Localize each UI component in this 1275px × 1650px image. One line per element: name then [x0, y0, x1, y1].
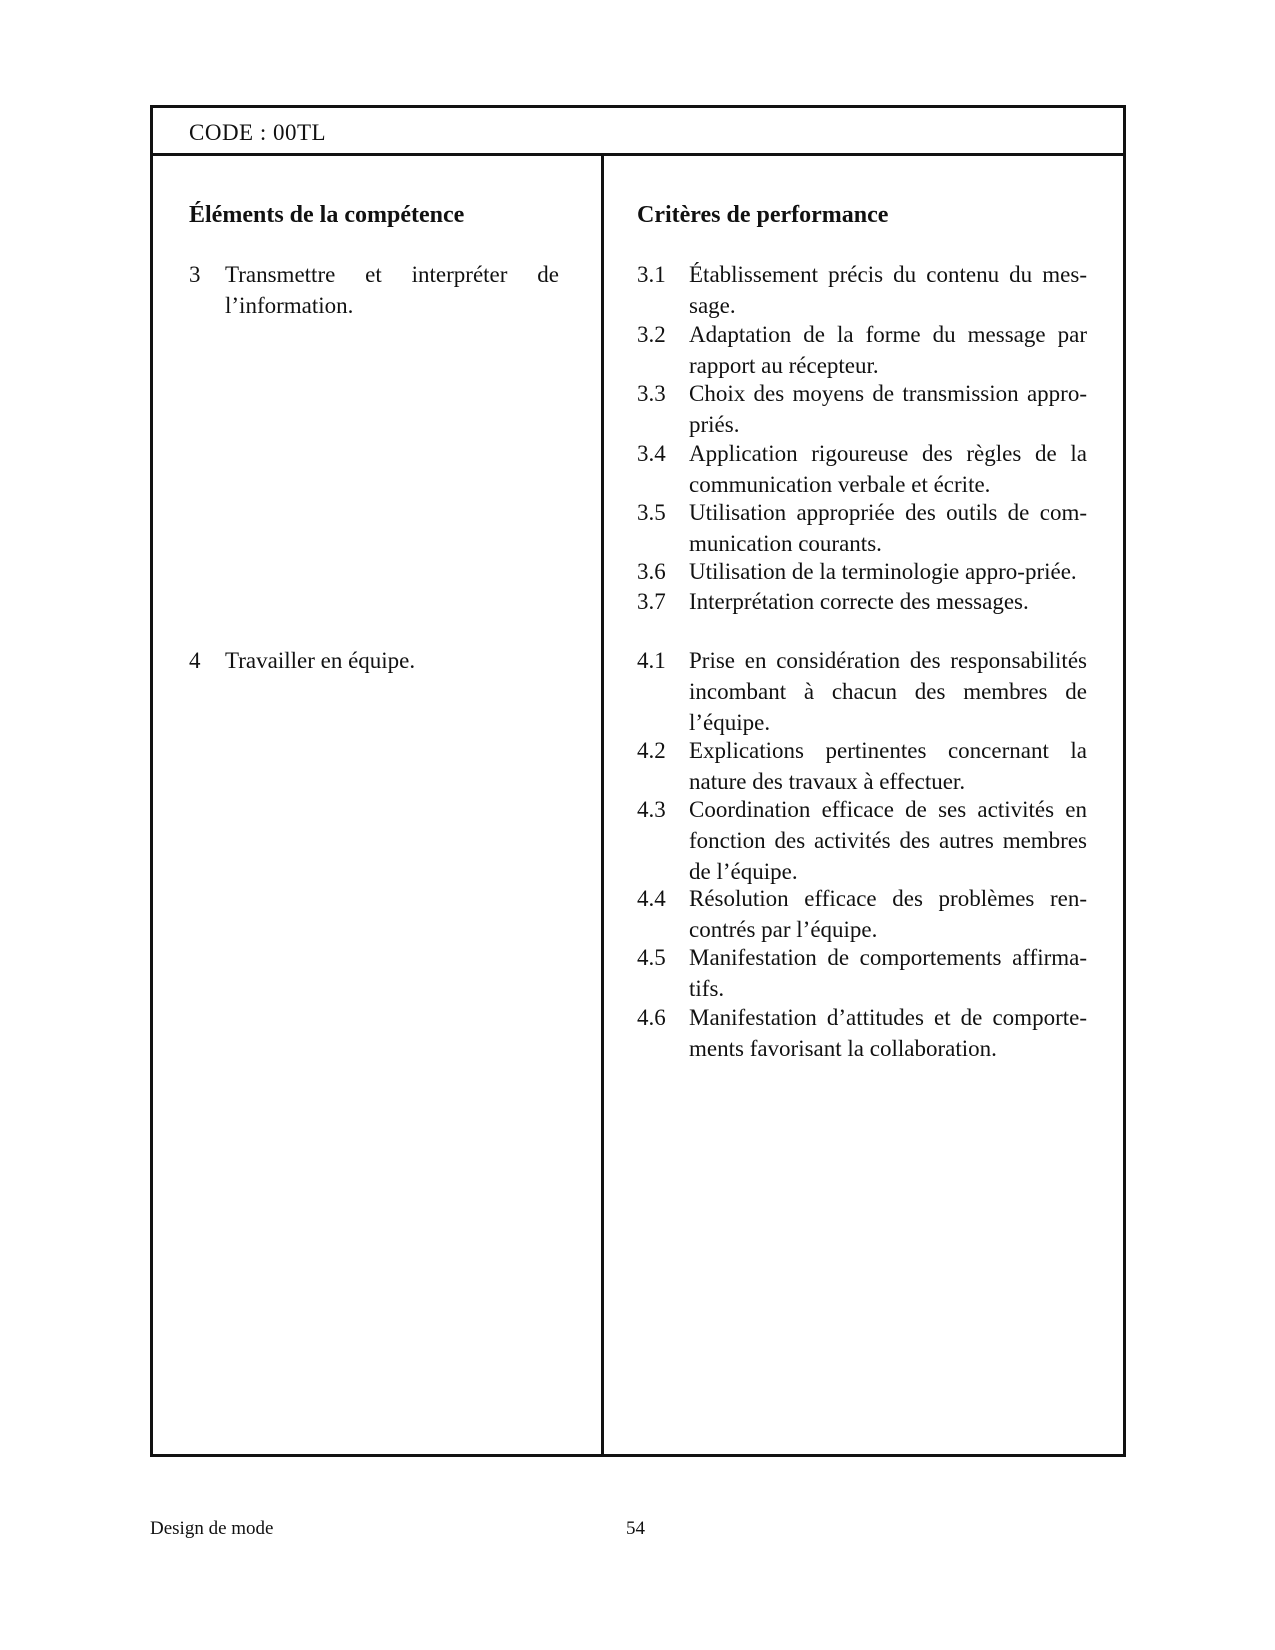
criterion-number: 4.1: [637, 648, 666, 673]
competency-table: [150, 105, 1126, 1457]
element-item: [189, 259, 559, 321]
elements-header: Éléments de la compétence: [189, 202, 465, 228]
criterion-number: 4.6: [637, 1005, 666, 1030]
criterion-item: [637, 586, 1087, 617]
criterion-number: 3.4: [637, 441, 666, 466]
criterion-text: Coordination efficace de ses activités en fonction des activités des autres membres de l’équipe.: [689, 797, 1087, 884]
criterion-text: Prise en considération des responsabilités incombant à chacun des membres de l’équipe.: [689, 648, 1087, 735]
criterion-text: Choix des moyens de transmission appro-priés.: [689, 381, 1087, 437]
criterion-item: [637, 942, 1087, 1004]
criterion-item: [637, 319, 1087, 381]
criterion-item: [637, 735, 1087, 797]
criterion-item: [637, 259, 1087, 321]
criterion-text: Utilisation de la terminologie appro-priée.: [689, 559, 1077, 584]
criterion-number: 3.3: [637, 381, 666, 406]
criterion-text: Résolution efficace des problèmes ren-contrés par l’équipe.: [689, 886, 1087, 942]
element-item: [189, 645, 559, 676]
criterion-number: 4.2: [637, 738, 666, 763]
criterion-text: Manifestation de comportements affirma-tifs.: [689, 945, 1087, 1001]
criterion-item: [637, 378, 1087, 440]
criterion-item: [637, 438, 1087, 500]
criterion-text: Manifestation d’attitudes et de comporte-ments favorisant la collaboration.: [689, 1005, 1087, 1061]
criterion-number: 3.6: [637, 559, 666, 584]
criterion-number: 3.5: [637, 500, 666, 525]
criterion-number: 4.5: [637, 945, 666, 970]
criterion-text: Établissement précis du contenu du mes-sage.: [689, 262, 1087, 318]
criterion-number: 3.2: [637, 322, 666, 347]
page-number: 54: [626, 1518, 645, 1539]
criterion-item: [637, 1002, 1087, 1064]
element-text: Travailler en équipe.: [225, 648, 416, 673]
element-number: 3: [189, 262, 201, 287]
criterion-item: [637, 497, 1087, 559]
criterion-number: 3.1: [637, 262, 666, 287]
criterion-item: [637, 556, 1087, 587]
criteria-header: Critères de performance: [637, 202, 889, 228]
footer-title: Design de mode: [150, 1518, 274, 1539]
criterion-item: [637, 794, 1087, 887]
criterion-text: Explications pertinentes concernant la nature des travaux à effectuer.: [689, 738, 1087, 794]
criterion-item: [637, 645, 1087, 738]
criterion-number: 4.3: [637, 797, 666, 822]
element-text: Transmettre et interpréter de l’information.: [225, 262, 559, 318]
code-row: [153, 108, 1123, 156]
code-label: CODE : 00TL: [189, 120, 327, 145]
criterion-text: Application rigoureuse des règles de la communication verbale et écrite.: [689, 441, 1087, 497]
element-number: 4: [189, 648, 201, 673]
criterion-item: [637, 883, 1087, 945]
criterion-text: Interprétation correcte des messages.: [689, 589, 1029, 614]
criterion-text: Adaptation de la forme du message par rapport au récepteur.: [689, 322, 1087, 378]
criterion-number: 3.7: [637, 589, 666, 614]
criterion-number: 4.4: [637, 886, 666, 911]
criterion-text: Utilisation appropriée des outils de com-munication courants.: [689, 500, 1087, 556]
column-divider: [601, 153, 604, 1454]
